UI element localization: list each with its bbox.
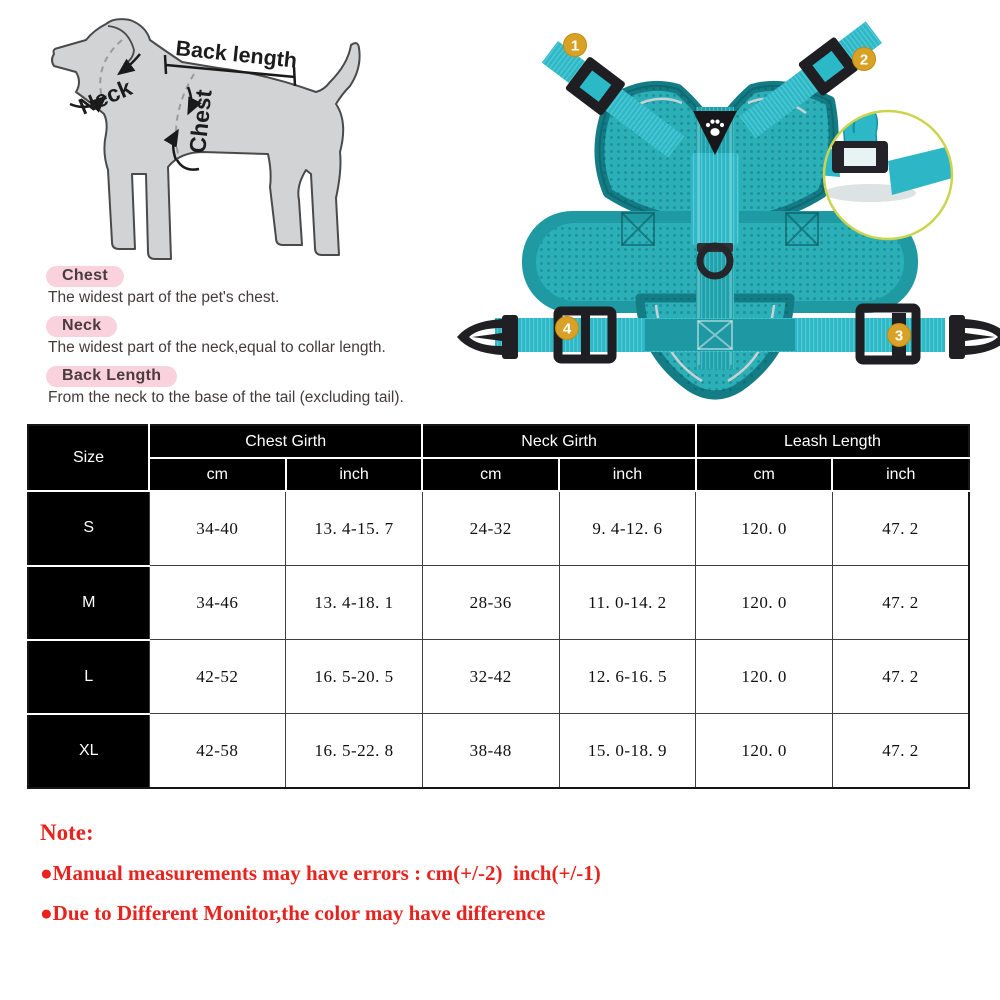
chest-term-pill: Chest (46, 266, 124, 287)
notes-title: Note: (40, 820, 94, 845)
unit-header-cell: cm (422, 458, 559, 491)
value-cell: 34-40 (149, 491, 286, 566)
unit-header-cell: inch (832, 458, 969, 491)
table-header-row-units (28, 458, 969, 491)
definition-neck (46, 316, 486, 357)
svg-text:1: 1 (570, 37, 580, 55)
value-cell: 34-46 (149, 566, 286, 640)
value-cell: 28-36 (422, 566, 559, 640)
value-cell: 13. 4-15. 7 (286, 491, 423, 566)
note-item-measurement-error: ●Manual measurements may have errors : cm(+/-2) inch(+/-1) (40, 861, 601, 885)
table-row-xl (28, 714, 969, 789)
harness-marker-4 (556, 317, 579, 340)
value-cell: 47. 2 (832, 640, 969, 714)
value-cell: 16. 5-22. 8 (286, 714, 423, 789)
table-row-m (28, 566, 969, 640)
unit-header-cell: inch (559, 458, 696, 491)
harness-marker-1 (564, 34, 587, 57)
svg-text:3: 3 (894, 327, 904, 345)
buckle-right (949, 315, 1000, 359)
value-cell: 120. 0 (696, 491, 833, 566)
value-cell: 32-42 (422, 640, 559, 714)
harness-photo (440, 15, 1000, 420)
chest-arrow-hook (177, 160, 199, 170)
leash-length-header-cell: Leash Length (696, 425, 969, 458)
table-row-s (28, 491, 969, 566)
back-length-term-description: From the neck to the base of the tail (excluding tail). (48, 389, 404, 406)
neck-label: Neck (74, 74, 136, 120)
neck-term-description: The widest part of the neck,equal to collar length. (48, 339, 386, 356)
chest-label: Chest (184, 88, 217, 155)
value-cell: 120. 0 (696, 714, 833, 789)
notes-section (40, 820, 601, 926)
size-cell: S (28, 491, 149, 566)
harness-marker-2 (853, 48, 876, 71)
measurement-definitions (46, 266, 486, 416)
value-cell: 11. 0-14. 2 (559, 566, 696, 640)
svg-text:2: 2 (859, 51, 869, 69)
value-cell: 47. 2 (832, 566, 969, 640)
value-cell: 38-48 (422, 714, 559, 789)
note-item-monitor-color: ●Due to Different Monitor,the color may have difference (40, 901, 546, 925)
harness-marker-3 (888, 324, 911, 347)
value-cell: 12. 6-16. 5 (559, 640, 696, 714)
value-cell: 15. 0-18. 9 (559, 714, 696, 789)
size-cell: L (28, 640, 149, 714)
svg-text:4: 4 (562, 320, 572, 338)
value-cell: 13. 4-18. 1 (286, 566, 423, 640)
value-cell: 120. 0 (696, 640, 833, 714)
size-cell: M (28, 566, 149, 640)
size-header-cell: Size (28, 425, 149, 491)
table-row-l (28, 640, 969, 714)
value-cell: 47. 2 (832, 491, 969, 566)
value-cell: 42-52 (149, 640, 286, 714)
value-cell: 16. 5-20. 5 (286, 640, 423, 714)
value-cell: 42-58 (149, 714, 286, 789)
dog-measurement-diagram (18, 2, 368, 270)
unit-header-cell: cm (696, 458, 833, 491)
definition-back-length (46, 366, 486, 407)
value-cell: 120. 0 (696, 566, 833, 640)
value-cell: 24-32 (422, 491, 559, 566)
size-table (27, 424, 970, 789)
value-cell: 47. 2 (832, 714, 969, 789)
table-header-row-groups (28, 425, 969, 458)
neck-girth-header-cell: Neck Girth (422, 425, 695, 458)
buckle-left (457, 315, 518, 359)
unit-header-cell: inch (286, 458, 423, 491)
paw-icon (710, 128, 719, 136)
definition-chest (46, 266, 486, 307)
back-length-term-pill: Back Length (46, 366, 177, 387)
chest-girth-header-cell: Chest Girth (149, 425, 422, 458)
unit-header-cell: cm (149, 458, 286, 491)
back-length-label: Back length (174, 36, 299, 73)
value-cell: 9. 4-12. 6 (559, 491, 696, 566)
size-cell: XL (28, 714, 149, 789)
chest-term-description: The widest part of the pet's chest. (48, 289, 280, 306)
neck-term-pill: Neck (46, 316, 117, 337)
